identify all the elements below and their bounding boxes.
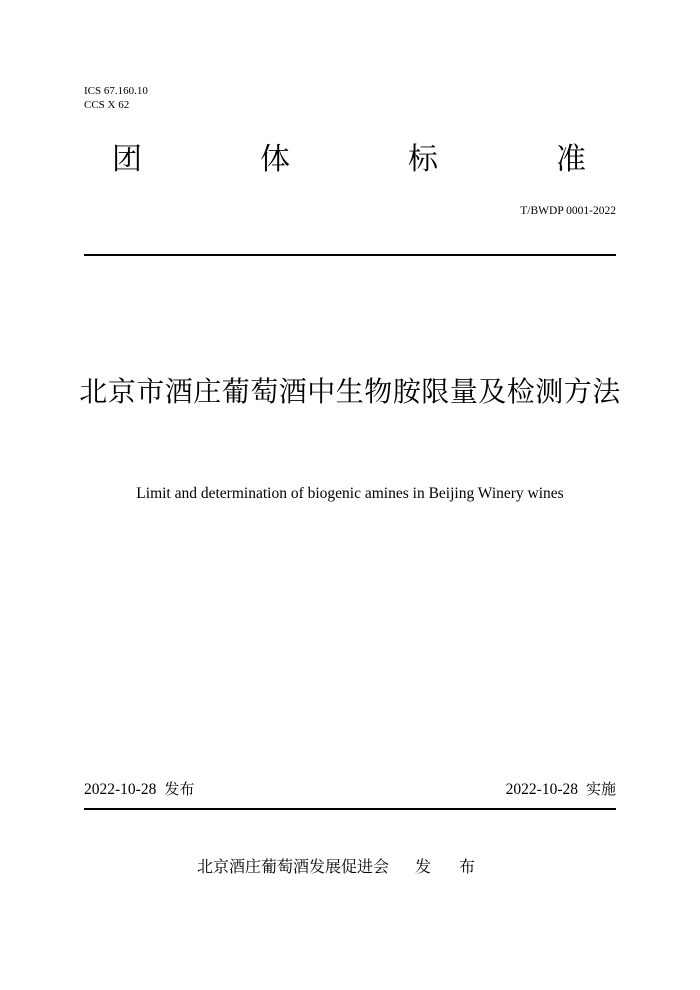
standard-number: T/BWDP 0001-2022 — [520, 205, 616, 217]
implement-date: 2022-10-28 — [505, 781, 578, 798]
standard-type-char: 标 — [408, 142, 438, 177]
ccs-code: CCS X 62 — [84, 99, 130, 111]
implement-label: 实施 — [585, 780, 616, 798]
publisher-line — [0, 856, 700, 878]
issue-label: 发布 — [164, 780, 195, 798]
document-title-english: Limit and determination of biogenic amines in Beijing Winery wines — [136, 485, 564, 502]
standard-type-heading — [0, 140, 700, 180]
standard-type-char: 准 — [556, 142, 586, 177]
standard-type-char: 体 — [260, 142, 290, 177]
top-divider — [84, 254, 616, 256]
publisher-name: 北京酒庄葡萄酒发展促进会 — [196, 857, 389, 876]
issue-date-line — [84, 779, 194, 800]
ics-code: ICS 67.160.10 — [84, 85, 148, 97]
document-title-chinese: 北京市酒庄葡萄酒中生物胺限量及检测方法 — [79, 375, 621, 408]
bottom-divider — [84, 808, 616, 810]
issue-date: 2022-10-28 — [84, 781, 157, 798]
standard-type-char: 团 — [112, 142, 142, 177]
publisher-action: 发布 — [415, 857, 504, 876]
classification-codes — [84, 84, 148, 112]
implement-date-line — [506, 779, 616, 800]
